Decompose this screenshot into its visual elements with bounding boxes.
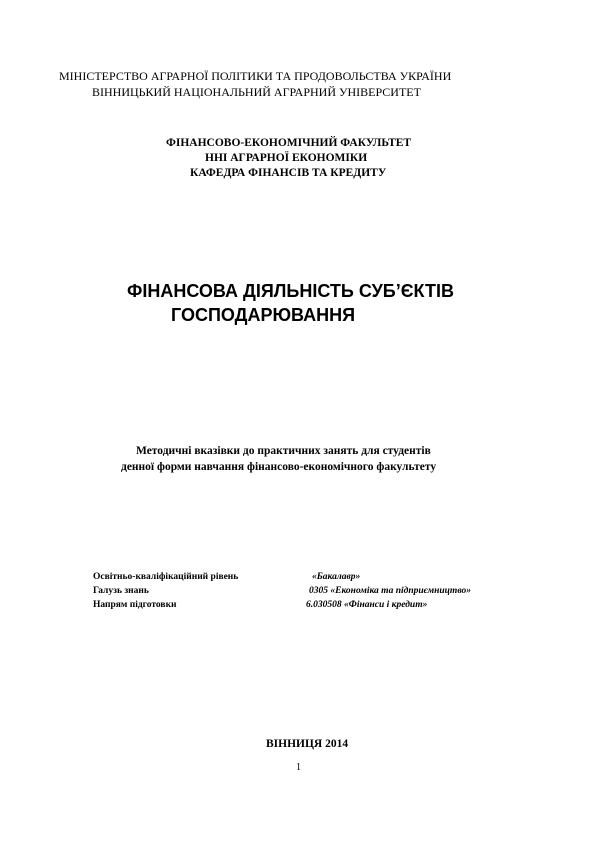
page-number: 1 [296, 762, 301, 773]
qualification-level-value: «Бакалавр» [312, 572, 361, 582]
department-name: КАФЕДРА ФІНАНСІВ ТА КРЕДИТУ [190, 167, 387, 179]
institute-name: ННІ АГРАРНОЇ ЕКОНОМІКИ [205, 152, 368, 164]
city-year: ВІННИЦЯ 2014 [266, 738, 349, 750]
field-of-knowledge-value: 0305 «Економіка та підприємництво» [309, 586, 471, 596]
document-subtitle-line-1: Методичні вказівки до практичних занять для студентів [136, 445, 431, 457]
document-title-line-1: ФІНАНСОВА ДІЯЛЬНІСТЬ СУБ’ЄКТІВ [127, 281, 454, 301]
qualification-level-label: Освітньо-кваліфікаційний рівень [93, 572, 239, 582]
university-name: ВІННИЦЬКИЙ НАЦІОНАЛЬНИЙ АГРАРНИЙ УНІВЕРСИТЕТ [92, 85, 421, 99]
field-of-knowledge-label: Галузь знань [93, 586, 149, 596]
ministry-name: МІНІСТЕРСТВО АГРАРНОЇ ПОЛІТИКИ ТА ПРОДОВОЛЬСТВА УКРАЇНИ [59, 69, 452, 83]
document-title-line-2: ГОСПОДАРЮВАННЯ [171, 305, 356, 325]
training-direction-label: Напрям підготовки [93, 600, 177, 610]
document-subtitle-line-2: денної форми навчання фінансово-економічного факультету [121, 461, 437, 473]
training-direction-value: 6.030508 «Фінанси і кредит» [306, 600, 428, 610]
faculty-name: ФІНАНСОВО-ЕКОНОМІЧНИЙ ФАКУЛЬТЕТ [166, 137, 412, 149]
